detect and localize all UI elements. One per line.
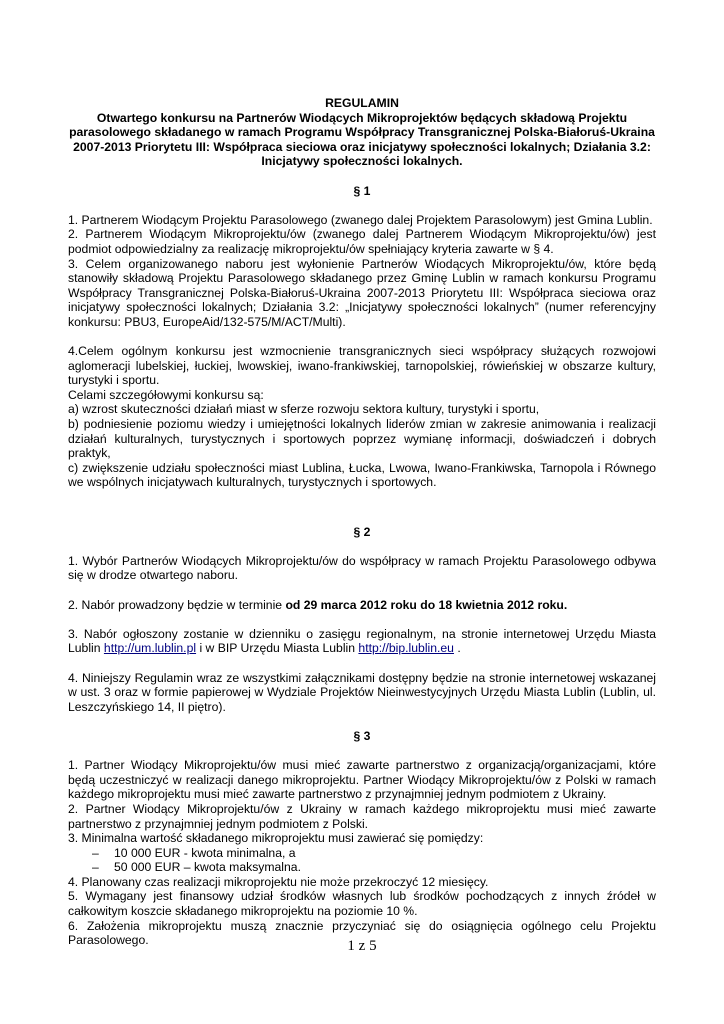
s2-p3-text: 3. Nabór ogłoszony zostanie w dzienniku o zasięgu regionalnym, na stronie internetowej Urzędu Miasta Lublin — [68, 626, 656, 656]
s2-p3-mid: i w BIP Urzędu Miasta Lublin — [196, 641, 359, 656]
s2-p2-text: 2. Nabór prowadzony będzie w terminie — [68, 597, 286, 612]
s3-paragraph-5: 5. Wymagany jest finansowy udział środków własnych lub środków pochodzących z innych źródeł w całkowitym koszcie składanego mikroprojektu na poziomie 10 %. — [68, 889, 656, 919]
amount-max-item — [92, 860, 656, 875]
s3-paragraph-6: 6. Założenia mikroprojektu muszą znacznie przyczyniać się do osiągnięcia ogólnego celu Projektu Parasolowego. — [68, 918, 656, 948]
amount-max-text: 50 000 EUR – kwota maksymalna. — [114, 860, 301, 875]
document-title: REGULAMIN — [325, 96, 399, 110]
s3-paragraph-3: 3. Minimalna wartość składanego mikroprojektu musi zawierać się pomiędzy: — [68, 831, 484, 846]
s2-paragraph-4: 4. Niniejszy Regulamin wraz ze wszystkimi załącznikami dostępny będzie na stronie internetowej wskazanej w ust. 3 oraz w formie papierowej w Wydziale Projektów Nieinwestycyjnych Urzędu Miasta Lublin (Lublin, ul. Leszczyńskiego 14, II piętro). — [68, 670, 656, 714]
s1-paragraph-5: Celami szczegółowymi konkursu są: — [68, 387, 264, 402]
s3-paragraph-1: 1. Partner Wiodący Mikroprojektu/ów musi mieć zawarte partnerstwo z organizacją/organizacjami, które będą uczestniczyć w realizacji danego mikroprojektu. Partner Wiodący Mikroprojektu/ów z Polski w ramach każdego mikroprojektu musi mieć zawarte partnerstwo z przynajmniej jednym podmiotem z Ukrainy. — [68, 758, 656, 802]
s2-p2-dates: od 29 marca 2012 roku do 18 kwietnia 2012 roku. — [285, 597, 568, 612]
amount-list — [68, 846, 656, 875]
s1-paragraph-4: 4.Celem ogólnym konkursu jest wzmocnienie transgranicznych sieci współpracy służących rozwojowi aglomeracji lubelskiej, łuckiej, lwowskiej, iwano-frankiwskiej, tarnopolskiej, rówieńskiej w obszarze kultury, turystyki i sportu. — [68, 344, 656, 388]
amount-min-item — [92, 846, 656, 861]
s1-item-a: a) wzrost skuteczności działań miast w sferze rozwoju sektora kultury, turystyki i sportu, — [68, 402, 540, 417]
dash-bullet: – — [92, 860, 99, 875]
bip-lublin-link[interactable]: http://bip.lublin.eu — [358, 641, 454, 656]
section-1-heading: § 1 — [353, 183, 371, 198]
s1-paragraph-1: 1. Partnerem Wiodącym Projektu Parasolowego (zwanego dalej Projektem Parasolowym) jest Gmina Lublin. — [68, 212, 653, 227]
dash-bullet: – — [92, 845, 99, 860]
s1-item-c: c) zwiększenie udziału społeczności miast Lublina, Łucka, Lwowa, Iwano-Frankiwska, Tarnopola i Równego we wspólnych inicjatywach kulturalnych, turystycznych i sportowych. — [68, 460, 656, 490]
s1-paragraph-2: 2. Partnerem Wiodącym Mikroprojektu/ów (zwanego dalej Partnerem Wiodącym Mikroprojektu/ów) jest podmiot odpowiedzialny za realizację mikroprojektu/ów spełniający kryteria zawarte w § 4. — [68, 227, 656, 256]
page-number: 1 z 5 — [347, 938, 377, 954]
s2-p3-end: . — [453, 641, 461, 656]
s3-paragraph-4: 4. Planowany czas realizacji mikroprojektu nie może przekroczyć 12 miesięcy. — [68, 874, 489, 889]
amount-min-text: 10 000 EUR - kwota minimalna, a — [114, 845, 296, 860]
section-2-heading: § 2 — [353, 524, 371, 539]
document-subtitle: Otwartego konkursu na Partnerów Wiodących Mikroprojektów będących składową Projektu parasolowego składanego w ramach Programu Współpracy Transgranicznej Polska-Białoruś-Ukraina 2007-2013 Priorytetu III: Współpraca sieciowa oraz inicjatywy społeczności lokalnych; Działania 3.2: Inicjatywy społeczności lokalnych. — [69, 110, 655, 169]
s1-paragraph-3: 3. Celem organizowanego naboru jest wyłonienie Partnerów Wiodących Mikroprojektu/ów, które będą stanowiły składową Projektu Parasolowego składanego przez Gminę Lublin w ramach konkursu Programu Współpracy Transgranicznej Polska-Białoruś-Ukraina 2007-2013 Priorytetu III: Współpraca sieciowa oraz inicjatywy społeczności lokalnych; Działania 3.2: „Inicjatywy społeczności lokalnych” (numer referencyjny konkursu: PBU3, EuropeAid/132-575/M/ACT/Multi). — [68, 256, 656, 329]
section-3-heading: § 3 — [353, 728, 371, 743]
document-page — [68, 96, 656, 948]
um-lublin-link[interactable]: http://um.lublin.pl — [103, 641, 197, 656]
s2-paragraph-2 — [68, 598, 656, 613]
s3-paragraph-2: 2. Partner Wiodący Mikroprojektu/ów z Ukrainy w ramach każdego mikroprojektu musi mieć zawarte partnerstwo z przynajmniej jednym podmiotem z Polski. — [68, 801, 656, 831]
s2-paragraph-3 — [68, 627, 656, 656]
s2-paragraph-1: 1. Wybór Partnerów Wiodących Mikroprojektu/ów do współpracy w ramach Projektu Parasolowego odbywa się w drodze otwartego naboru. — [68, 553, 656, 583]
s1-item-b: b) podniesienie poziomu wiedzy i umiejętności lokalnych liderów zmian w zakresie animowania i realizacji działań kulturalnych, turystycznych i sportowych poprzez wymianę informacji, doświadczeń i dobrych praktyk, — [68, 417, 656, 461]
